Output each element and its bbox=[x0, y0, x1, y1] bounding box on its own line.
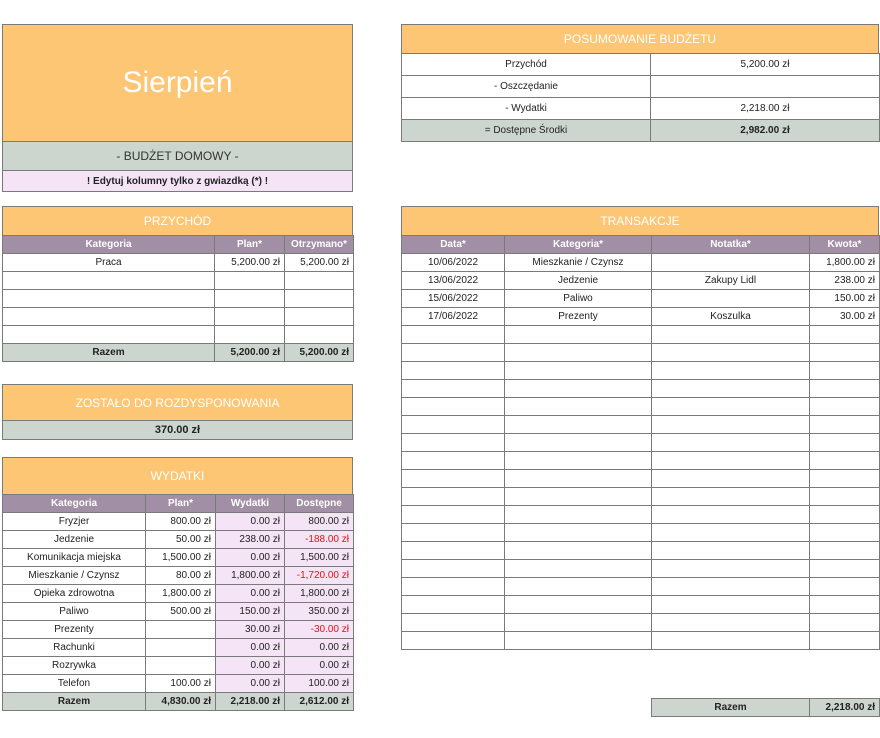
remaining-header-label: ZOSTAŁO DO ROZDYSPONOWANIA bbox=[75, 395, 280, 410]
expense-plan-cell[interactable]: 800.00 zł bbox=[146, 513, 216, 531]
remaining-header bbox=[2, 384, 353, 421]
income-received-cell[interactable]: 5,200.00 zł bbox=[285, 254, 354, 272]
table-row bbox=[402, 380, 880, 398]
table-row bbox=[402, 254, 880, 272]
transaction-date-cell[interactable] bbox=[402, 524, 505, 542]
column-header: Kategoria bbox=[3, 495, 146, 513]
transaction-category-cell[interactable] bbox=[505, 470, 652, 488]
expenses-header bbox=[2, 457, 353, 495]
expense-plan-cell[interactable]: 500.00 zł bbox=[146, 603, 216, 621]
transactions-header-label: TRANSAKCJE bbox=[600, 214, 680, 228]
table-row bbox=[402, 398, 880, 416]
transaction-amount-cell[interactable] bbox=[810, 560, 880, 578]
table-row bbox=[402, 542, 880, 560]
table-row bbox=[402, 632, 880, 650]
transaction-amount-cell[interactable] bbox=[810, 398, 880, 416]
expense-available-cell: 100.00 zł bbox=[285, 675, 354, 693]
transaction-category-cell[interactable] bbox=[505, 380, 652, 398]
expenses-column-headers bbox=[3, 495, 354, 513]
expense-available-cell: -188.00 zł bbox=[285, 531, 354, 549]
transaction-amount-cell[interactable] bbox=[810, 380, 880, 398]
transaction-category-cell[interactable] bbox=[505, 560, 652, 578]
income-header bbox=[2, 206, 353, 236]
table-row bbox=[3, 272, 354, 290]
expense-available-cell: -1,720.00 zł bbox=[285, 567, 354, 585]
table-row bbox=[3, 639, 354, 657]
remaining-value: 370.00 zł bbox=[154, 424, 201, 436]
income-plan-cell[interactable] bbox=[215, 290, 285, 308]
summary-label: - Oszczędanie bbox=[402, 76, 651, 98]
transaction-date-cell[interactable] bbox=[402, 362, 505, 380]
expense-plan-cell[interactable]: 80.00 zł bbox=[146, 567, 216, 585]
table-row bbox=[3, 290, 354, 308]
table-row bbox=[402, 326, 880, 344]
column-header: Dostępne bbox=[285, 495, 354, 513]
expense-available-cell: 0.00 zł bbox=[285, 639, 354, 657]
expense-spent-cell: 150.00 zł bbox=[216, 603, 285, 621]
table-row bbox=[3, 657, 354, 675]
column-header: Kategoria* bbox=[505, 236, 652, 254]
transaction-date-cell[interactable] bbox=[402, 398, 505, 416]
expense-category-cell[interactable]: Komunikacja miejska bbox=[3, 549, 146, 567]
transaction-category-cell[interactable] bbox=[505, 524, 652, 542]
transaction-note-cell[interactable] bbox=[652, 344, 810, 362]
transaction-date-cell[interactable] bbox=[402, 344, 505, 362]
expense-available-cell: 0.00 zł bbox=[285, 657, 354, 675]
transactions-column-headers bbox=[402, 236, 880, 254]
income-category-cell[interactable]: Praca bbox=[3, 254, 215, 272]
column-header: Otrzymano* bbox=[285, 236, 354, 254]
transaction-note-cell[interactable] bbox=[652, 578, 810, 596]
transaction-amount-cell[interactable] bbox=[810, 470, 880, 488]
transaction-date-cell[interactable]: 15/06/2022 bbox=[402, 290, 505, 308]
expense-spent-cell: 238.00 zł bbox=[216, 531, 285, 549]
transaction-note-cell[interactable] bbox=[652, 614, 810, 632]
transaction-category-cell[interactable] bbox=[505, 434, 652, 452]
transaction-date-cell[interactable] bbox=[402, 452, 505, 470]
table-row bbox=[3, 675, 354, 693]
summary-label: = Dostępne Środki bbox=[402, 120, 651, 142]
transaction-note-cell[interactable] bbox=[652, 398, 810, 416]
summary-row-income bbox=[402, 54, 880, 76]
table-row bbox=[402, 560, 880, 578]
expense-category-cell[interactable]: Rozrywka bbox=[3, 657, 146, 675]
income-table bbox=[2, 235, 354, 362]
column-header: Data* bbox=[402, 236, 505, 254]
table-row bbox=[402, 470, 880, 488]
income-plan-cell[interactable] bbox=[215, 272, 285, 290]
table-row bbox=[402, 290, 880, 308]
table-row bbox=[402, 344, 880, 362]
column-header: Plan* bbox=[215, 236, 285, 254]
table-row bbox=[3, 513, 354, 531]
income-category-cell[interactable] bbox=[3, 326, 215, 344]
expense-spent-cell: 0.00 zł bbox=[216, 585, 285, 603]
table-row bbox=[402, 506, 880, 524]
income-received-cell[interactable] bbox=[285, 290, 354, 308]
income-received-cell[interactable] bbox=[285, 272, 354, 290]
transaction-category-cell[interactable] bbox=[505, 488, 652, 506]
table-row bbox=[402, 452, 880, 470]
transaction-category-cell[interactable] bbox=[505, 596, 652, 614]
summary-label: Przychód bbox=[402, 54, 651, 76]
expenses-spent-total: 2,218.00 zł bbox=[216, 693, 285, 711]
table-row bbox=[402, 416, 880, 434]
transactions-table bbox=[401, 235, 880, 650]
summary-value[interactable]: 2,982.00 zł bbox=[651, 120, 880, 142]
transaction-note-cell[interactable]: Koszulka bbox=[652, 308, 810, 326]
expense-category-cell[interactable]: Paliwo bbox=[3, 603, 146, 621]
transaction-amount-cell[interactable] bbox=[810, 326, 880, 344]
transaction-amount-cell[interactable] bbox=[810, 578, 880, 596]
transactions-amount-total: 2,218.00 zł bbox=[810, 699, 880, 717]
transaction-date-cell[interactable]: 10/06/2022 bbox=[402, 254, 505, 272]
transaction-category-cell[interactable] bbox=[505, 506, 652, 524]
transaction-note-cell[interactable] bbox=[652, 416, 810, 434]
expenses-total-row bbox=[3, 693, 354, 711]
column-header: Wydatki bbox=[216, 495, 285, 513]
transaction-date-cell[interactable] bbox=[402, 506, 505, 524]
expense-plan-cell[interactable]: 1,800.00 zł bbox=[146, 585, 216, 603]
summary-value[interactable]: 5,200.00 zł bbox=[651, 54, 880, 76]
transaction-date-cell[interactable] bbox=[402, 434, 505, 452]
transactions-header bbox=[401, 206, 879, 236]
summary-value[interactable] bbox=[651, 76, 880, 98]
transaction-date-cell[interactable] bbox=[402, 488, 505, 506]
transactions-total-row bbox=[652, 699, 880, 717]
expense-plan-cell[interactable] bbox=[146, 657, 216, 675]
income-plan-cell[interactable] bbox=[215, 326, 285, 344]
summary-row-savings bbox=[402, 76, 880, 98]
expenses-available-total: 2,612.00 zł bbox=[285, 693, 354, 711]
transaction-amount-cell[interactable] bbox=[810, 488, 880, 506]
table-row bbox=[402, 596, 880, 614]
table-row bbox=[3, 603, 354, 621]
transaction-date-cell[interactable] bbox=[402, 614, 505, 632]
transaction-note-cell[interactable] bbox=[652, 524, 810, 542]
table-row bbox=[402, 272, 880, 290]
summary-row-expenses bbox=[402, 98, 880, 120]
transaction-category-cell[interactable]: Paliwo bbox=[505, 290, 652, 308]
expenses-table bbox=[2, 494, 354, 711]
expense-category-cell[interactable]: Prezenty bbox=[3, 621, 146, 639]
transaction-amount-cell[interactable] bbox=[810, 434, 880, 452]
total-label: Razem bbox=[3, 344, 215, 362]
table-row bbox=[3, 326, 354, 344]
expense-category-cell[interactable]: Telefon bbox=[3, 675, 146, 693]
transaction-amount-cell[interactable]: 1,800.00 zł bbox=[810, 254, 880, 272]
budget-subtitle: - BUDŻET DOMOWY - bbox=[116, 149, 239, 163]
income-received-total: 5,200.00 zł bbox=[285, 344, 354, 362]
expense-spent-cell: 1,800.00 zł bbox=[216, 567, 285, 585]
transaction-amount-cell[interactable] bbox=[810, 506, 880, 524]
transaction-amount-cell[interactable] bbox=[810, 596, 880, 614]
expense-plan-cell[interactable]: 1,500.00 zł bbox=[146, 549, 216, 567]
transaction-amount-cell[interactable]: 238.00 zł bbox=[810, 272, 880, 290]
income-column-headers bbox=[3, 236, 354, 254]
expense-plan-cell[interactable] bbox=[146, 639, 216, 657]
transaction-amount-cell[interactable] bbox=[810, 614, 880, 632]
expense-category-cell[interactable]: Mieszkanie / Czynsz bbox=[3, 567, 146, 585]
transaction-amount-cell[interactable] bbox=[810, 344, 880, 362]
transaction-amount-cell[interactable] bbox=[810, 524, 880, 542]
transaction-note-cell[interactable] bbox=[652, 542, 810, 560]
expense-spent-cell: 0.00 zł bbox=[216, 657, 285, 675]
transaction-note-cell[interactable] bbox=[652, 254, 810, 272]
income-category-cell[interactable] bbox=[3, 308, 215, 326]
transaction-date-cell[interactable]: 13/06/2022 bbox=[402, 272, 505, 290]
income-received-cell[interactable] bbox=[285, 326, 354, 344]
expense-spent-cell: 0.00 zł bbox=[216, 675, 285, 693]
edit-note-box bbox=[2, 170, 353, 192]
transaction-note-cell[interactable] bbox=[652, 470, 810, 488]
transaction-date-cell[interactable] bbox=[402, 470, 505, 488]
column-header: Kategoria bbox=[3, 236, 215, 254]
income-plan-cell[interactable]: 5,200.00 zł bbox=[215, 254, 285, 272]
income-category-cell[interactable] bbox=[3, 272, 215, 290]
expense-available-cell: 1,800.00 zł bbox=[285, 585, 354, 603]
income-plan-total: 5,200.00 zł bbox=[215, 344, 285, 362]
transaction-note-cell[interactable] bbox=[652, 596, 810, 614]
expense-available-cell: 1,500.00 zł bbox=[285, 549, 354, 567]
transaction-note-cell[interactable] bbox=[652, 362, 810, 380]
expenses-plan-total: 4,830.00 zł bbox=[146, 693, 216, 711]
transaction-category-cell[interactable] bbox=[505, 578, 652, 596]
transaction-amount-cell[interactable] bbox=[810, 542, 880, 560]
transaction-note-cell[interactable] bbox=[652, 560, 810, 578]
edit-note: ! Edytuj kolumny tylko z gwiazdką (*) ! bbox=[86, 175, 269, 187]
transaction-category-cell[interactable] bbox=[505, 344, 652, 362]
table-row bbox=[402, 488, 880, 506]
transaction-date-cell[interactable] bbox=[402, 326, 505, 344]
transaction-category-cell[interactable] bbox=[505, 416, 652, 434]
expense-spent-cell: 0.00 zł bbox=[216, 549, 285, 567]
total-label: Razem bbox=[3, 693, 146, 711]
expense-spent-cell: 0.00 zł bbox=[216, 639, 285, 657]
summary-row-available bbox=[402, 120, 880, 142]
transaction-amount-cell[interactable]: 30.00 zł bbox=[810, 308, 880, 326]
expense-category-cell[interactable]: Jedzenie bbox=[3, 531, 146, 549]
month-title: Sierpień bbox=[122, 66, 233, 99]
transaction-note-cell[interactable] bbox=[652, 452, 810, 470]
summary-header-label: POSUMOWANIE BUDŻETU bbox=[563, 32, 717, 46]
transaction-note-cell[interactable] bbox=[652, 290, 810, 308]
table-row bbox=[402, 308, 880, 326]
table-row bbox=[3, 308, 354, 326]
table-row bbox=[3, 585, 354, 603]
transaction-category-cell[interactable] bbox=[505, 542, 652, 560]
transaction-amount-cell[interactable] bbox=[810, 632, 880, 650]
transaction-date-cell[interactable] bbox=[402, 380, 505, 398]
table-row bbox=[3, 549, 354, 567]
table-row bbox=[402, 578, 880, 596]
transaction-date-cell[interactable]: 17/06/2022 bbox=[402, 308, 505, 326]
transaction-date-cell[interactable] bbox=[402, 542, 505, 560]
summary-label: - Wydatki bbox=[402, 98, 651, 120]
transaction-category-cell[interactable]: Jedzenie bbox=[505, 272, 652, 290]
expense-plan-cell[interactable]: 100.00 zł bbox=[146, 675, 216, 693]
transaction-date-cell[interactable] bbox=[402, 632, 505, 650]
transaction-note-cell[interactable] bbox=[652, 488, 810, 506]
expense-spent-cell: 0.00 zł bbox=[216, 513, 285, 531]
table-row bbox=[3, 621, 354, 639]
transaction-category-cell[interactable] bbox=[505, 398, 652, 416]
summary-header bbox=[401, 24, 879, 54]
remaining-value-box bbox=[2, 420, 353, 440]
income-category-cell[interactable] bbox=[3, 290, 215, 308]
expense-available-cell: 350.00 zł bbox=[285, 603, 354, 621]
table-row bbox=[402, 434, 880, 452]
transaction-note-cell[interactable] bbox=[652, 506, 810, 524]
transaction-date-cell[interactable] bbox=[402, 596, 505, 614]
table-row bbox=[3, 567, 354, 585]
expense-available-cell: 800.00 zł bbox=[285, 513, 354, 531]
total-label: Razem bbox=[652, 699, 810, 717]
transaction-date-cell[interactable] bbox=[402, 416, 505, 434]
expense-category-cell[interactable]: Fryzjer bbox=[3, 513, 146, 531]
transaction-date-cell[interactable] bbox=[402, 560, 505, 578]
transaction-note-cell[interactable] bbox=[652, 326, 810, 344]
expense-available-cell: -30.00 zł bbox=[285, 621, 354, 639]
expense-spent-cell: 30.00 zł bbox=[216, 621, 285, 639]
income-plan-cell[interactable] bbox=[215, 308, 285, 326]
expense-plan-cell[interactable] bbox=[146, 621, 216, 639]
income-header-label: PRZYCHÓD bbox=[143, 214, 212, 228]
transaction-amount-cell[interactable] bbox=[810, 362, 880, 380]
table-row bbox=[3, 531, 354, 549]
transaction-category-cell[interactable]: Mieszkanie / Czynsz bbox=[505, 254, 652, 272]
month-title-box bbox=[2, 24, 353, 142]
transaction-note-cell[interactable] bbox=[652, 434, 810, 452]
table-row bbox=[402, 362, 880, 380]
table-row bbox=[3, 254, 354, 272]
income-total-row bbox=[3, 344, 354, 362]
column-header: Plan* bbox=[146, 495, 216, 513]
transactions-total bbox=[651, 698, 880, 717]
transaction-note-cell[interactable] bbox=[652, 380, 810, 398]
transaction-category-cell[interactable] bbox=[505, 632, 652, 650]
column-header: Notatka* bbox=[652, 236, 810, 254]
expense-category-cell[interactable]: Opieka zdrowotna bbox=[3, 585, 146, 603]
transaction-note-cell[interactable]: Zakupy Lidl bbox=[652, 272, 810, 290]
expense-category-cell[interactable]: Rachunki bbox=[3, 639, 146, 657]
summary-value[interactable]: 2,218.00 zł bbox=[651, 98, 880, 120]
transaction-amount-cell[interactable] bbox=[810, 416, 880, 434]
transaction-note-cell[interactable] bbox=[652, 632, 810, 650]
transaction-category-cell[interactable] bbox=[505, 362, 652, 380]
transaction-category-cell[interactable] bbox=[505, 326, 652, 344]
column-header: Kwota* bbox=[810, 236, 880, 254]
transaction-amount-cell[interactable]: 150.00 zł bbox=[810, 290, 880, 308]
table-row bbox=[402, 614, 880, 632]
transaction-category-cell[interactable] bbox=[505, 614, 652, 632]
transaction-date-cell[interactable] bbox=[402, 578, 505, 596]
budget-subtitle-box bbox=[2, 141, 353, 171]
table-row bbox=[402, 524, 880, 542]
transaction-category-cell[interactable] bbox=[505, 452, 652, 470]
transaction-category-cell[interactable]: Prezenty bbox=[505, 308, 652, 326]
transaction-amount-cell[interactable] bbox=[810, 452, 880, 470]
expenses-header-label: WYDATKI bbox=[150, 469, 205, 483]
summary-table bbox=[401, 53, 880, 142]
income-received-cell[interactable] bbox=[285, 308, 354, 326]
expense-plan-cell[interactable]: 50.00 zł bbox=[146, 531, 216, 549]
